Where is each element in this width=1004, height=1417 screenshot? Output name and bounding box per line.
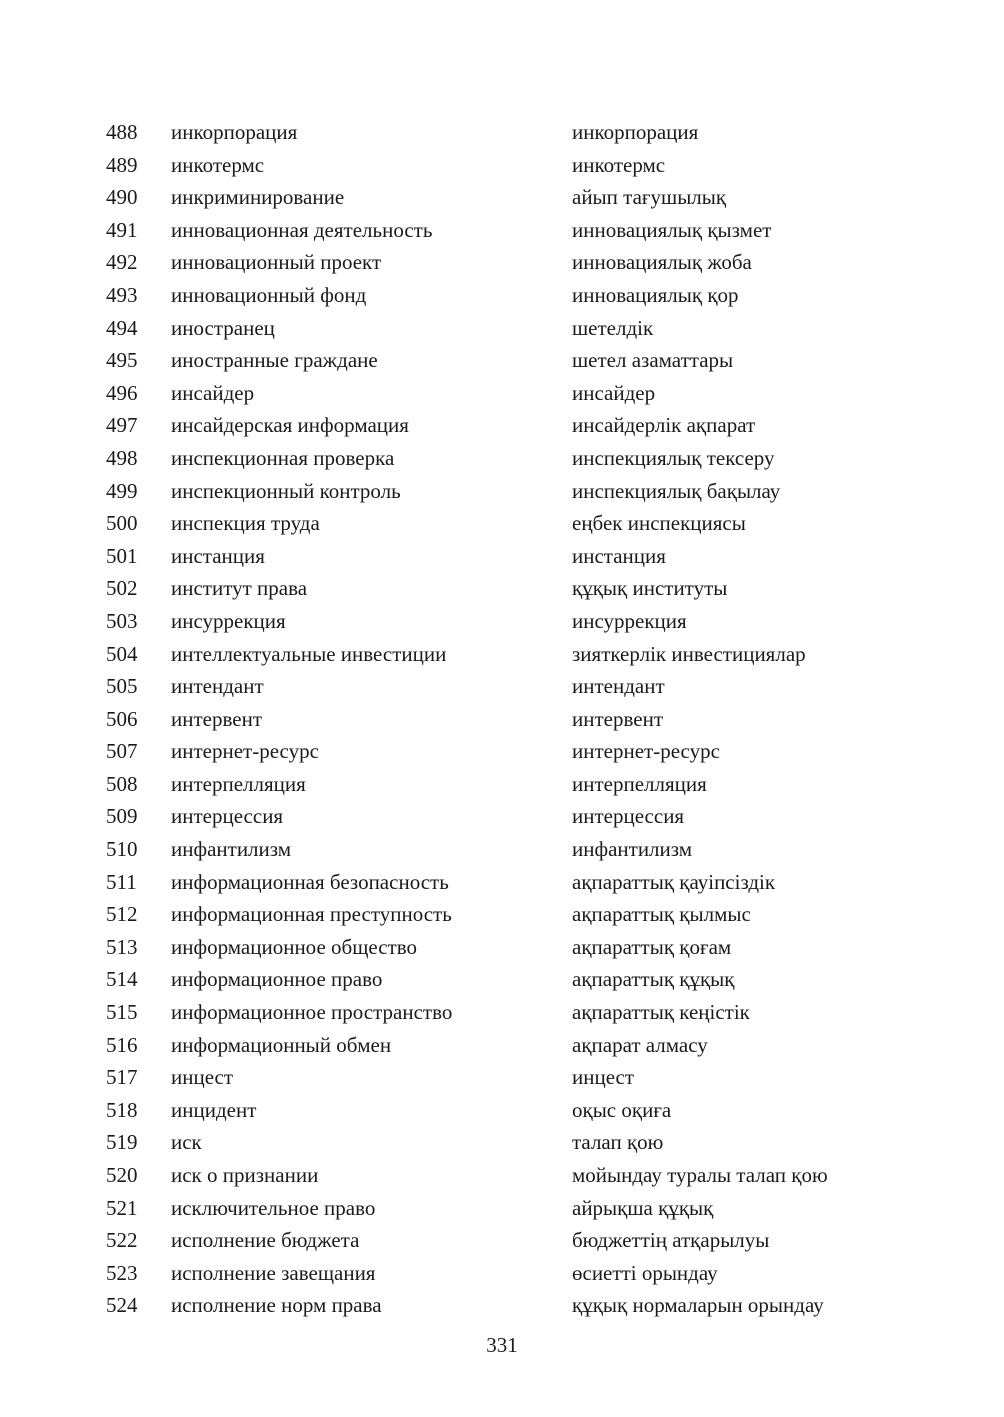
term-russian: инновационная деятельность [171, 217, 433, 242]
entry-number: 492 [106, 250, 138, 275]
glossary-entry [0, 507, 1004, 540]
entry-number: 488 [106, 120, 138, 144]
glossary-entry [0, 214, 1004, 247]
glossary-entry [0, 768, 1004, 801]
glossary-entry [0, 703, 1004, 736]
glossary-entry [0, 246, 1004, 279]
term-russian: инновационный проект [171, 250, 382, 275]
glossary-entry [0, 116, 1004, 149]
term-russian: иск о признании [171, 1163, 319, 1187]
entry-number: 490 [106, 185, 138, 210]
term-kazakh: зияткерлік инвестициялар [572, 641, 806, 666]
entry-number: 505 [106, 674, 138, 699]
term-russian: инсайдерская информация [171, 413, 409, 438]
term-russian: исключительное право [171, 1195, 376, 1220]
term-kazakh: ақпараттық қауіпсіздік [572, 869, 776, 894]
glossary-entry [0, 1257, 1004, 1290]
entry-number: 499 [106, 478, 138, 503]
entry-number: 502 [106, 576, 138, 601]
entry-number: 514 [106, 967, 138, 992]
glossary-entry [0, 638, 1004, 671]
term-kazakh: ақпарат алмасу [572, 1032, 708, 1057]
term-russian: информационная преступность [171, 902, 452, 927]
term-kazakh: құқық институты [572, 576, 728, 601]
term-kazakh: талап қою [572, 1130, 664, 1155]
glossary-entry [0, 475, 1004, 508]
term-kazakh: шетел азаматтары [572, 348, 734, 373]
glossary-entry [0, 996, 1004, 1029]
glossary-entry [0, 1159, 1004, 1192]
glossary-entry [0, 1061, 1004, 1094]
glossary-entry [0, 1224, 1004, 1257]
entry-number: 512 [106, 902, 138, 927]
entry-number: 518 [106, 1097, 138, 1122]
entry-number: 519 [106, 1130, 138, 1155]
entry-number: 511 [106, 869, 137, 894]
entry-number: 510 [106, 837, 138, 862]
term-kazakh: инновациялық жоба [572, 250, 752, 275]
glossary-entry [0, 1126, 1004, 1159]
term-russian: инспекционная проверка [171, 445, 395, 470]
entry-number: 515 [106, 1000, 138, 1025]
term-russian: интерпелляция [171, 771, 306, 796]
term-russian: инсайдер [171, 380, 255, 405]
term-russian: инкотермс [171, 152, 265, 177]
glossary-entry [0, 866, 1004, 899]
term-kazakh: мойындау туралы талап қою [572, 1163, 828, 1187]
entry-number: 517 [106, 1065, 138, 1090]
term-russian: институт права [171, 576, 308, 601]
entry-number: 491 [106, 217, 138, 242]
glossary-list [0, 116, 1004, 1322]
glossary-entry [0, 540, 1004, 573]
entry-number: 522 [106, 1228, 138, 1253]
entry-number: 524 [106, 1293, 138, 1318]
term-russian: инстанция [171, 543, 265, 568]
term-russian: информационное право [171, 967, 383, 992]
term-russian: инспекция труда [171, 511, 320, 536]
glossary-entry [0, 1029, 1004, 1062]
term-kazakh: инцест [572, 1065, 635, 1090]
glossary-entry [0, 1192, 1004, 1225]
term-kazakh: шетелдік [572, 315, 654, 340]
glossary-entry [0, 735, 1004, 768]
entry-number: 506 [106, 706, 138, 731]
entry-number: 504 [106, 641, 138, 666]
entry-number: 495 [106, 348, 138, 373]
term-russian: интерцессия [171, 804, 284, 829]
term-kazakh: интендант [572, 674, 665, 699]
glossary-entry [0, 149, 1004, 182]
entry-number: 508 [106, 771, 138, 796]
entry-number: 497 [106, 413, 138, 438]
glossary-entry [0, 1094, 1004, 1127]
glossary-entry [0, 931, 1004, 964]
glossary-entry [0, 181, 1004, 214]
term-russian: информационная безопасность [171, 869, 449, 894]
term-kazakh: инсайдер [572, 380, 656, 405]
term-russian: информационное общество [171, 934, 417, 959]
term-russian: инфантилизм [171, 837, 292, 862]
term-kazakh: инсайдерлік ақпарат [572, 413, 756, 438]
term-russian: инцидент [171, 1097, 257, 1122]
term-kazakh: интернет-ресурс [572, 739, 720, 764]
entry-number: 493 [106, 282, 138, 307]
term-russian: интернет-ресурс [171, 739, 319, 764]
term-kazakh: инкорпорация [572, 120, 699, 144]
term-kazakh: интервент [572, 706, 664, 731]
entry-number: 520 [106, 1163, 138, 1187]
entry-number: 494 [106, 315, 138, 340]
entry-number: 498 [106, 445, 138, 470]
glossary-entry [0, 572, 1004, 605]
term-russian: интендант [171, 674, 264, 699]
glossary-entry [0, 963, 1004, 996]
term-russian: иностранец [171, 315, 275, 340]
glossary-entry [0, 442, 1004, 475]
term-kazakh: бюджеттің атқарылуы [572, 1228, 770, 1253]
term-kazakh: ақпараттық құқық [572, 967, 735, 992]
term-kazakh: оқыс оқиға [572, 1097, 672, 1122]
entry-number: 521 [106, 1195, 138, 1220]
term-kazakh: ақпараттық кеңістік [572, 1000, 750, 1025]
page-number: 331 [486, 1333, 518, 1357]
glossary-entry [0, 279, 1004, 312]
term-russian: иностранные граждане [171, 348, 378, 373]
term-kazakh: өсиетті орындау [572, 1260, 718, 1285]
glossary-entry [0, 898, 1004, 931]
term-russian: инцест [171, 1065, 234, 1090]
entry-number: 496 [106, 380, 138, 405]
term-kazakh: еңбек инспекциясы [572, 511, 746, 536]
term-kazakh: инспекциялық бақылау [572, 478, 781, 503]
glossary-entry [0, 800, 1004, 833]
entry-number: 489 [106, 152, 138, 177]
term-kazakh: ақпараттық қылмыс [572, 902, 751, 927]
entry-number: 507 [106, 739, 138, 764]
term-russian: интервент [171, 706, 263, 731]
entry-number: 513 [106, 934, 138, 959]
term-kazakh: ақпараттық қоғам [572, 934, 732, 959]
term-russian: информационное пространство [171, 1000, 453, 1025]
entry-number: 503 [106, 608, 138, 633]
term-kazakh: құқық нормаларын орындау [572, 1293, 824, 1318]
term-kazakh: инстанция [572, 543, 666, 568]
term-russian: инкриминирование [171, 185, 345, 210]
glossary-entry [0, 344, 1004, 377]
glossary-entry [0, 833, 1004, 866]
term-russian: инкорпорация [171, 120, 298, 144]
term-russian: инсуррекция [171, 608, 286, 633]
term-kazakh: инспекциялық тексеру [572, 445, 775, 470]
entry-number: 523 [106, 1260, 138, 1285]
term-kazakh: инсуррекция [572, 608, 687, 633]
term-russian: инновационный фонд [171, 282, 367, 307]
term-kazakh: инфантилизм [572, 837, 693, 862]
term-russian: исполнение бюджета [171, 1228, 360, 1253]
glossary-entry [0, 1289, 1004, 1322]
term-kazakh: инновациялық қор [572, 282, 739, 307]
term-russian: интеллектуальные инвестиции [171, 641, 447, 666]
glossary-entry [0, 312, 1004, 345]
term-russian: исполнение завещания [171, 1260, 376, 1285]
term-kazakh: айып тағушылық [572, 185, 727, 210]
term-russian: иск [171, 1130, 202, 1155]
glossary-entry [0, 605, 1004, 638]
entry-number: 509 [106, 804, 138, 829]
term-russian: инспекционный контроль [171, 478, 401, 503]
entry-number: 516 [106, 1032, 138, 1057]
term-russian: информационный обмен [171, 1032, 392, 1057]
entry-number: 500 [106, 511, 138, 536]
term-kazakh: инкотермс [572, 152, 666, 177]
term-russian: исполнение норм права [171, 1293, 382, 1318]
term-kazakh: интерцессия [572, 804, 685, 829]
term-kazakh: интерпелляция [572, 771, 707, 796]
glossary-entry [0, 409, 1004, 442]
glossary-entry [0, 377, 1004, 410]
glossary-entry [0, 670, 1004, 703]
term-kazakh: айрықша құқық [572, 1195, 714, 1220]
term-kazakh: инновациялық қызмет [572, 217, 772, 242]
entry-number: 501 [106, 543, 138, 568]
